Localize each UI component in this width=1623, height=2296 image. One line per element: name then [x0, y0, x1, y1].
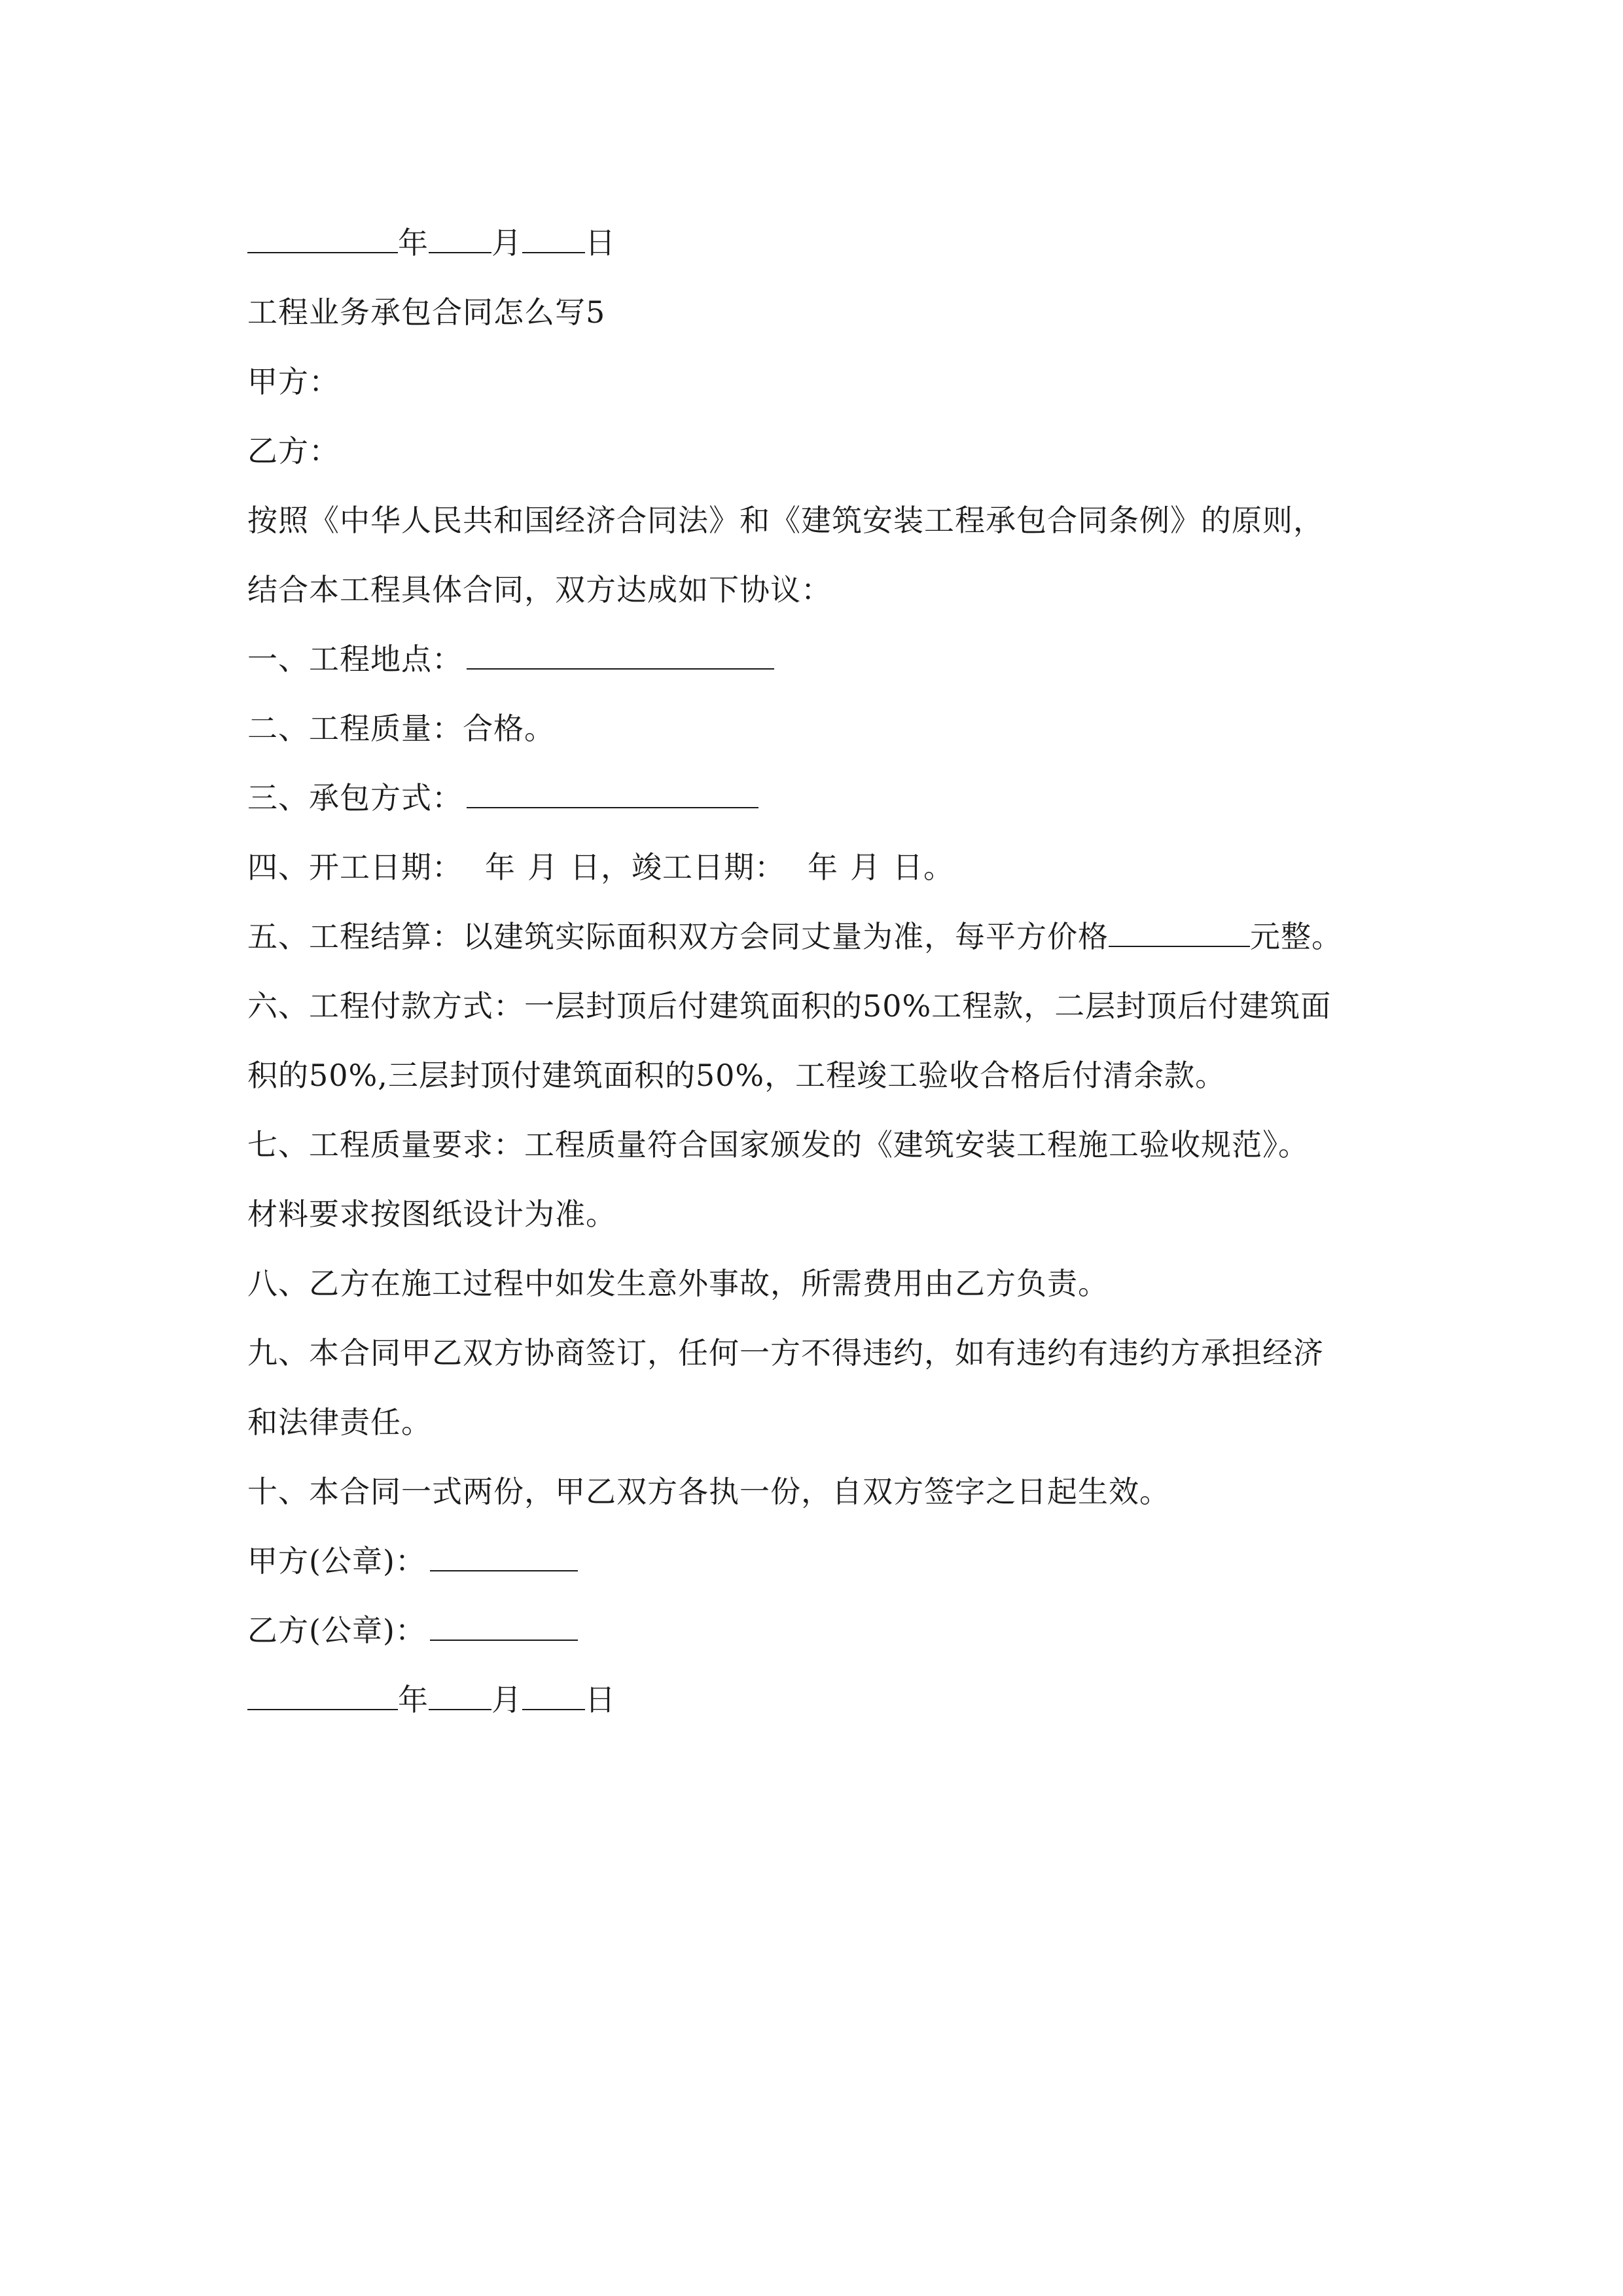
top-date-line — [247, 208, 1399, 278]
seal-b-label: 乙方(公章)： — [247, 1613, 426, 1648]
clause-6-line-1: 六、工程付款方式：一层封顶后付建筑面积的50%工程款，二层封顶后付建筑面 — [247, 988, 1332, 1024]
clause-3-label: 三、承包方式： — [247, 780, 463, 816]
clause-5 — [247, 902, 1399, 971]
mode-blank — [467, 781, 758, 808]
party-b-line: 乙方： — [247, 433, 340, 469]
clause-3 — [247, 763, 1399, 833]
clause-4-end: 。 — [923, 850, 954, 885]
bottom-date-line — [247, 1665, 1399, 1734]
intro-line-1: 按照《中华人民共和国经济合同法》和《建筑安装工程承包合同条例》的原则， — [247, 503, 1324, 538]
start-date-label: 四、开工日期： — [247, 850, 463, 885]
intro-line-2: 结合本工程具体合同，双方达成如下协议： — [247, 572, 832, 607]
seal-a-blank — [430, 1544, 578, 1571]
start-month: 月 — [527, 850, 558, 885]
month-blank — [429, 226, 491, 253]
year-blank — [247, 1683, 398, 1710]
clause-7-line-1: 七、工程质量要求：工程质量符合国家颁发的《建筑安装工程施工验收规范》。 — [247, 1127, 1309, 1162]
end-year: 年 — [808, 850, 838, 885]
seal-b-blank — [430, 1613, 578, 1641]
clause-6-line-2: 积的50%,三层封顶付建筑面积的50%，工程竣工验收合格后付清余款。 — [247, 1058, 1226, 1093]
year-label: 年 — [398, 1682, 429, 1717]
clause-5-text: 五、工程结算：以建筑实际面积双方会同丈量为准，每平方价格 — [247, 919, 1109, 954]
clause-4 — [247, 833, 1399, 902]
clause-1-label: 一、工程地点： — [247, 641, 463, 677]
price-blank — [1109, 920, 1250, 947]
contract-title: 工程业务承包合同怎么写5 — [247, 295, 606, 330]
party-a-line: 甲方： — [247, 364, 340, 399]
start-day: 日 — [570, 850, 601, 885]
seal-a-label: 甲方(公章)： — [247, 1543, 426, 1579]
clause-10: 十、本合同一式两份，甲乙双方各执一份，自双方签字之日起生效。 — [247, 1474, 1170, 1509]
month-label: 月 — [491, 225, 522, 260]
day-blank — [522, 226, 585, 253]
year-blank — [247, 226, 398, 253]
day-label: 日 — [585, 1682, 616, 1717]
seal-a-line — [247, 1526, 1399, 1596]
end-date-label: ，竣工日期： — [601, 850, 785, 885]
contract-page — [247, 208, 1399, 1734]
month-label: 月 — [491, 1682, 522, 1717]
end-day: 日 — [893, 850, 923, 885]
year-label: 年 — [398, 225, 429, 260]
clause-9-line-1: 九、本合同甲乙双方协商签订，任何一方不得违约，如有违约有违约方承担经济 — [247, 1335, 1324, 1371]
month-blank — [429, 1683, 491, 1710]
clause-8: 八、乙方在施工过程中如发生意外事故，所需费用由乙方负责。 — [247, 1266, 1109, 1301]
day-label: 日 — [585, 225, 616, 260]
end-month: 月 — [850, 850, 881, 885]
clause-1 — [247, 624, 1399, 694]
day-blank — [522, 1683, 585, 1710]
start-year: 年 — [485, 850, 516, 885]
clause-7-line-2: 材料要求按图纸设计为准。 — [247, 1196, 616, 1232]
clause-2: 二、工程质量：合格。 — [247, 711, 555, 746]
site-blank — [467, 642, 774, 670]
clause-9-line-2: 和法律责任。 — [247, 1405, 432, 1440]
seal-b-line — [247, 1596, 1399, 1665]
clause-5-suffix: 元整。 — [1250, 919, 1342, 954]
